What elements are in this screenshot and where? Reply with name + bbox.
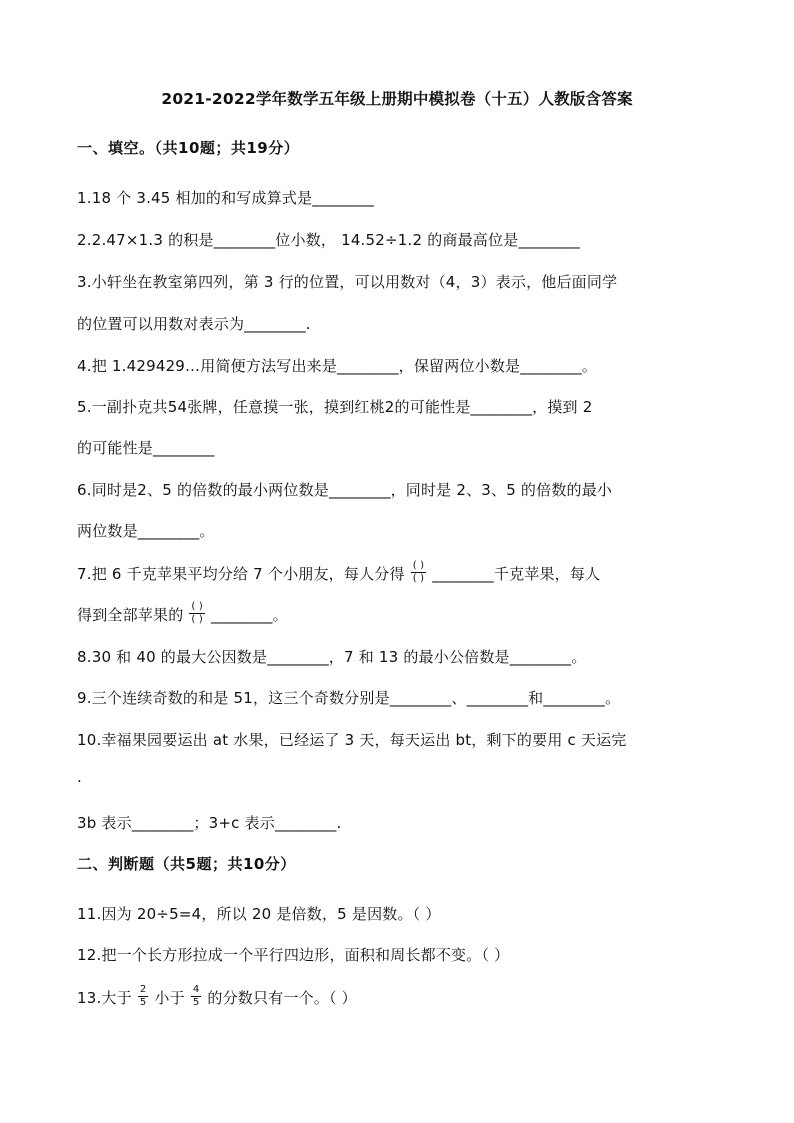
question-10-line-2: 3b 表示________；3+c 表示________. — [77, 814, 342, 832]
question-7-text-a: 7.把 6 千克苹果平均分给 7 个小朋友，每人分得 — [77, 565, 405, 583]
section-fill-heading: 一、填空。（共10题；共19分） — [77, 139, 300, 157]
question-13-text-c: 的分数只有一个。（ ） — [207, 989, 357, 1007]
question-10-dot: . — [77, 768, 82, 786]
question-7-line-2 — [77, 603, 288, 628]
question-13-text-b: 小于 — [154, 989, 185, 1007]
question-4: 4.把 1.429429…用简便方法写出来是________，保留两位小数是________。 — [77, 357, 598, 375]
question-8: 8.30 和 40 的最大公因数是________，7 和 13 的最小公倍数是________。 — [77, 648, 587, 666]
question-7-text-c: 得到全部苹果的 — [77, 606, 184, 624]
question-7-text-d: ________。 — [211, 606, 288, 624]
fraction-numerator: 2 — [139, 984, 147, 995]
question-13-text-a: 13.大于 — [77, 989, 132, 1007]
fraction-numerator: 4 — [192, 984, 200, 995]
fraction-blank — [189, 601, 205, 626]
fraction-denominator: ( ) — [412, 573, 425, 584]
fraction-denominator: 5 — [192, 997, 200, 1008]
question-1: 1.18 个 3.45 相加的和写成算式是________ — [77, 189, 374, 207]
question-5-line-2: 的可能性是________ — [77, 439, 215, 457]
question-6-line-1: 6.同时是2、5 的倍数的最小两位数是________，同时是 2、3、5 的倍数的最小 — [77, 481, 613, 499]
fraction-four-fifths — [191, 984, 202, 1009]
question-7-line-1 — [77, 562, 600, 587]
question-2: 2.2.47×1.3 的积是________位小数， 14.52÷1.2 的商最高位是________ — [77, 231, 581, 249]
question-10-line-1: 10.幸福果园要运出 at 水果，已经运了 3 天，每天运出 bt，剩下的要用 c 天运完 — [77, 731, 627, 749]
fraction-numerator: ( ) — [191, 601, 203, 612]
question-6-line-2: 两位数是________。 — [77, 522, 215, 540]
page-title: 2021-2022学年数学五年级上册期中模拟卷（十五）人教版含答案 — [161, 90, 633, 108]
question-11: 11.因为 20÷5=4，所以 20 是倍数，5 是因数。（ ） — [77, 905, 441, 923]
question-12: 12.把一个长方形拉成一个平行四边形，面积和周长都不变。（ ） — [77, 946, 510, 964]
fraction-denominator: ( ) — [191, 614, 203, 625]
fraction-blank — [411, 560, 427, 585]
fraction-numerator: ( ) — [412, 560, 425, 571]
question-13 — [77, 986, 357, 1011]
question-9: 9.三个连续奇数的和是 51，这三个奇数分别是________、________和________。 — [77, 689, 621, 707]
section-judge-heading: 二、判断题（共5题；共10分） — [77, 855, 296, 873]
question-7-text-b: ________千克苹果，每人 — [432, 565, 601, 583]
question-5-line-1: 5.一副扑克共54张牌，任意摸一张，摸到红桃2的可能性是________，摸到 2 — [77, 398, 593, 416]
fraction-two-fifths — [138, 984, 149, 1009]
question-3-line-2: 的位置可以用数对表示为________. — [77, 315, 311, 333]
fraction-denominator: 5 — [139, 997, 147, 1008]
question-3-line-1: 3.小轩坐在教室第四列，第 3 行的位置，可以用数对（4，3）表示，他后面同学 — [77, 273, 618, 291]
